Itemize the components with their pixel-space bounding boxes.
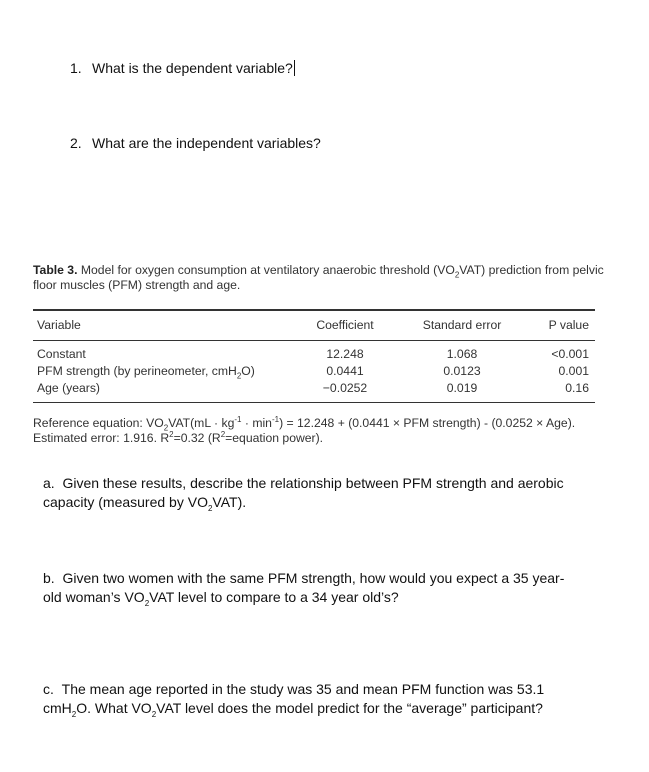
header-variable: Variable — [37, 318, 81, 332]
table-caption: Table 3. Model for oxygen consumption at ventilatory anaerobic threshold $(VO_2VAT)$ prediction from pelvic floor muscles (PFM) strength and age. — [33, 263, 604, 292]
question-2-text: What are the independent variables? — [92, 135, 321, 151]
row-constant-std-error: 1.068 — [446, 347, 478, 361]
row-pfm-p-value: 0.001 — [558, 364, 589, 378]
table-caption-label: Table 3. — [33, 263, 78, 277]
reference-equation: Reference equation: $VO_2VAT(mL \cdot kg^{-1} \cdot \min^{-1}) = 12.248 + (0.0441$ × PFM strength) - (0.0252 × Age). Estimated error: 1.916. $R^2=0.32$ ($R^2=equation$ power). — [33, 414, 576, 445]
row-constant-coefficient: 12.248 — [326, 347, 364, 361]
header-standard-error: Standard error — [422, 318, 502, 332]
question-2-number: 2. — [70, 135, 82, 151]
header-coefficient: Coefficient — [316, 318, 374, 332]
question-1-number: 1. — [70, 60, 82, 76]
row-constant-variable: Constant — [37, 347, 86, 361]
row-age-p-value: 0.16 — [565, 381, 589, 395]
sub-question-a: a. Given these results, describe the relationship between PFM strength and aerobic capacity (measured by $VO_2VAT$). — [43, 475, 564, 513]
row-pfm-std-error: 0.0123 — [443, 364, 481, 378]
question-1-text: What is the dependent variable? — [92, 60, 293, 76]
table-top-rule — [33, 309, 595, 311]
row-age-std-error: 0.019 — [446, 381, 478, 395]
header-p-value: P value — [548, 318, 589, 332]
row-age-variable: Age (years) — [37, 381, 100, 395]
text-cursor[interactable] — [294, 60, 295, 76]
sub-question-c: c. The mean age reported in the study was 35 and mean PFM function was 53.1 cmH$_2$O. What $VO_2VAT$ level does the model predict for the “average” participant? — [43, 681, 545, 719]
question-2 — [70, 135, 321, 151]
table-bottom-rule — [33, 402, 595, 403]
row-pfm-coefficient: 0.0441 — [326, 364, 364, 378]
row-constant-p-value: <0.001 — [551, 347, 589, 361]
row-age-coefficient: −0.0252 — [322, 381, 368, 395]
row-pfm-variable: PFM strength (by perineometer, cmH$_2$O) — [37, 364, 255, 381]
question-1 — [70, 60, 295, 76]
sub-question-b: b. Given two women with the same PFM strength, how would you expect a 35 year-old woman’s $VO_2VAT$ level to compare to a 34 year old’s? — [43, 570, 565, 608]
table-header-rule — [33, 340, 595, 341]
